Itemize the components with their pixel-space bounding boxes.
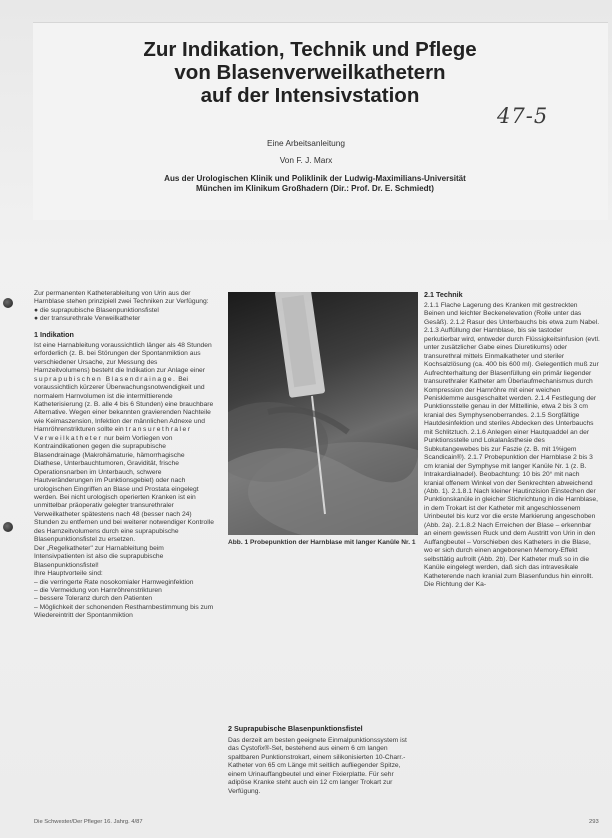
author-line: Von F. J. Marx <box>279 155 333 165</box>
list-item: – bessere Toleranz durch den Patienten <box>34 595 153 603</box>
paragraph: Ihre Hauptvorteile sind: <box>34 570 103 578</box>
punch-hole <box>3 298 13 308</box>
middle-column <box>228 724 418 796</box>
footer-citation: Die Schwester/Der Pfleger 16. Jahrg. 4/87 <box>34 819 143 825</box>
left-column <box>34 290 214 621</box>
figure-caption: Abb. 1 Probepunktion der Harnblase mit langer Kanüle Nr. 1 <box>228 539 416 546</box>
bullet-item: ● der transurethrale Verweilkatheter <box>34 315 141 323</box>
list-item: – Möglichkeit der schonenden Restharnbestimmung bis zum Wiedereintritt der Spontanmiktion <box>34 603 214 620</box>
page-number: 293 <box>589 819 599 825</box>
figure-photo <box>228 292 418 535</box>
subtitle: Eine Arbeitsanleitung <box>267 138 345 148</box>
bullet-item: ● die suprapubische Blasenpunktionsfistel <box>34 306 159 314</box>
affiliation-line-2: München im Klinikum Großhadern (Dir.: Prof. Dr. E. Schmiedt) <box>196 184 434 193</box>
article-title <box>60 38 560 107</box>
title-line-3: auf der Intensivstation <box>200 84 420 107</box>
section-heading: 2 Suprapubische Blasenpunktionsfistel <box>228 724 363 733</box>
title-line-2: von Blasenverweilkathetern <box>174 61 446 84</box>
list-item: – die verringerte Rate nosokomialer Harnweginfektion <box>34 578 194 586</box>
paragraph: Ist eine Harnableitung voraussichtlich länger als 48 Stunden erforderlich (z. B. bei Störungen der Spontanmiktion aus verschiedener Ursache, zur Messung des Harnzeitvolumens) besteht die Indikation zur Anlage einer suprapubischen Blasendrainage. Bei voraussichtlich kürzerer Überwachungsnotwendigkeit und normalem Harnvolumen ist die intermittierende Katheterisierung (z. B. alle 4 bis 6 Stunden) eine brauchbare Alternative. Wegen einer bekannten gravierenden Nachteile wie Keimaszension, Infektion der männlichen Adnexe und Harnröhrenstrikturen sollte ein transurethraler Verweilkatheter nur beim Vorliegen von Kontraindikationen gegen die suprapubische Blasendrainage (Makrohämaturie, hämorrhagische Diathese, Unterbauchtumoren, Gravidität, frische Operationsnarben im Unterbauch, schwere Hautveränderungen im Punktionsgebiet) oder nach urologischen Eingriffen an Blase und Prostata eingelegt werden. Bei nicht urologisch operierten Kranken ist ein unmittelbar präoperativ gelegter transurethraler Verweilkatheter spätestens nach 48 (besser nach 24) Stunden zu entfernen und bei weiterer notwendiger Kontrolle des Harnzeitvolumens durch eine suprapubische Blasenpunktionsfistel zu ersetzen. <box>34 341 214 544</box>
paragraph: 2.1.1 Flache Lagerung des Kranken mit gestreckten Beinen und leichter Beckenelevation (Rolle unter das Gesäß). 2.1.2 Rasur des Unterbauchs bis etwa zum Nabel. 2.1.3 Auffüllung der Harnblase, bis sie tastoder perkutierbar wird, entweder durch Flüssigkeitsinfusion (evtl. unter zusätzlicher Gabe eines Diuretikums) oder transurethral mittels Einmalkatheter und steriler Kochsalzlösung (ca. 400 bis 600 ml). Gelegentlich muß zur Aufrechterhaltung der Blasenfüllung ein primär liegender transurethraler Katheter am Überlaufmechanismus durch Kompression der Harnröhre mit einer weichen Penisklemme ausgeschaltet werden. 2.1.4 Festlegung der Punktionsstelle genau in der Mittellinie, etwa 2 bis 3 cm kranial des Symphysenoberrandes. 2.1.5 Sorgfältige Hautdesinfektion und steriles Abdecken des Unterbauchs mit Schlitztuch. 2.1.6 Anlegen einer Hautquaddel an der Punktionsstelle und Lokalanästhesie des Subkutangewebes bis zur Faszie (z. B. mit 1%igem Scandicain®). 2.1.7 Probepunktion der Harnblase 2 bis 3 cm kranial der Symphyse mit langer Kanüle Nr. 1 (z. B. Intrakardialnadel). Beobachtung: 10 bis 20° mit nach kranial offenem Winkel von der Senkrechten abweichend (Abb. 1). 2.1.8.1 Nach kleiner Hautinzision Einstechen der Punktionskanüle in gleicher Stichrichtung in die Harnblase, in dem Trokart ist der Katheter mit angeschlossenem Urinbeutel bis kurz vor die erste Markierung angeschoben (Abb. 2a). 2.1.8.2 Nach Erreichen der Blase – erkennbar an einem gewissen Ruck und dem Austritt von Urin in den Auffangbeutel – Vorschieben des Katheters in die Blase, wo er sich durch einen angeborenen Memory-Effekt selbsttätig aufrollt (Abb. 2b). Der Katheter muß so in die Kanüle eingelegt werden, daß sich das intravesikale Katheterende nach kranial zum Blasenfundus hin einrollt. Die Richtung der Ka- <box>424 302 600 588</box>
handwritten-note: 47-5 <box>497 104 549 128</box>
paragraph: Der „Regelkatheter" zur Harnableitung beim Intensivpatienten ist also die suprapubische Blasenpunktionsfistel! <box>34 544 164 569</box>
affiliation-line-1: Aus der Urologischen Klinik und Poliklinik der Ludwig-Maximilians-Universität <box>164 174 466 183</box>
list-item: – die Vermeidung von Harnröhrenstrikturen <box>34 586 162 594</box>
paragraph: Das derzeit am besten geeignete Einmalpunktionssystem ist das Cystofix®-Set, bestehend aus einem 6 cm langen spaltbaren Punktionstrokart, einem silikonisierten 10-Charr.-Katheter von 65 cm Länge mit seitlich aufliegender Spitze, einem Urinauffangbeutel und einer Fixierplatte. Für sehr adipöse Kranke steht auch ein 12 cm langer Trokart zur Verfügung. <box>228 737 407 795</box>
right-column <box>424 290 600 589</box>
affiliation <box>100 174 530 194</box>
punch-hole <box>3 522 13 532</box>
section-heading: 1 Indikation <box>34 329 74 339</box>
title-line-1: Zur Indikation, Technik und Pflege <box>143 38 477 61</box>
intro-text: Zur permanenten Katheterableitung von Urin aus der Harnblase stehen prinzipiell zwei Techniken zur Verfügung: <box>34 290 209 306</box>
section-heading: 2.1 Technik <box>424 290 463 299</box>
syringe-illustration <box>228 292 418 535</box>
